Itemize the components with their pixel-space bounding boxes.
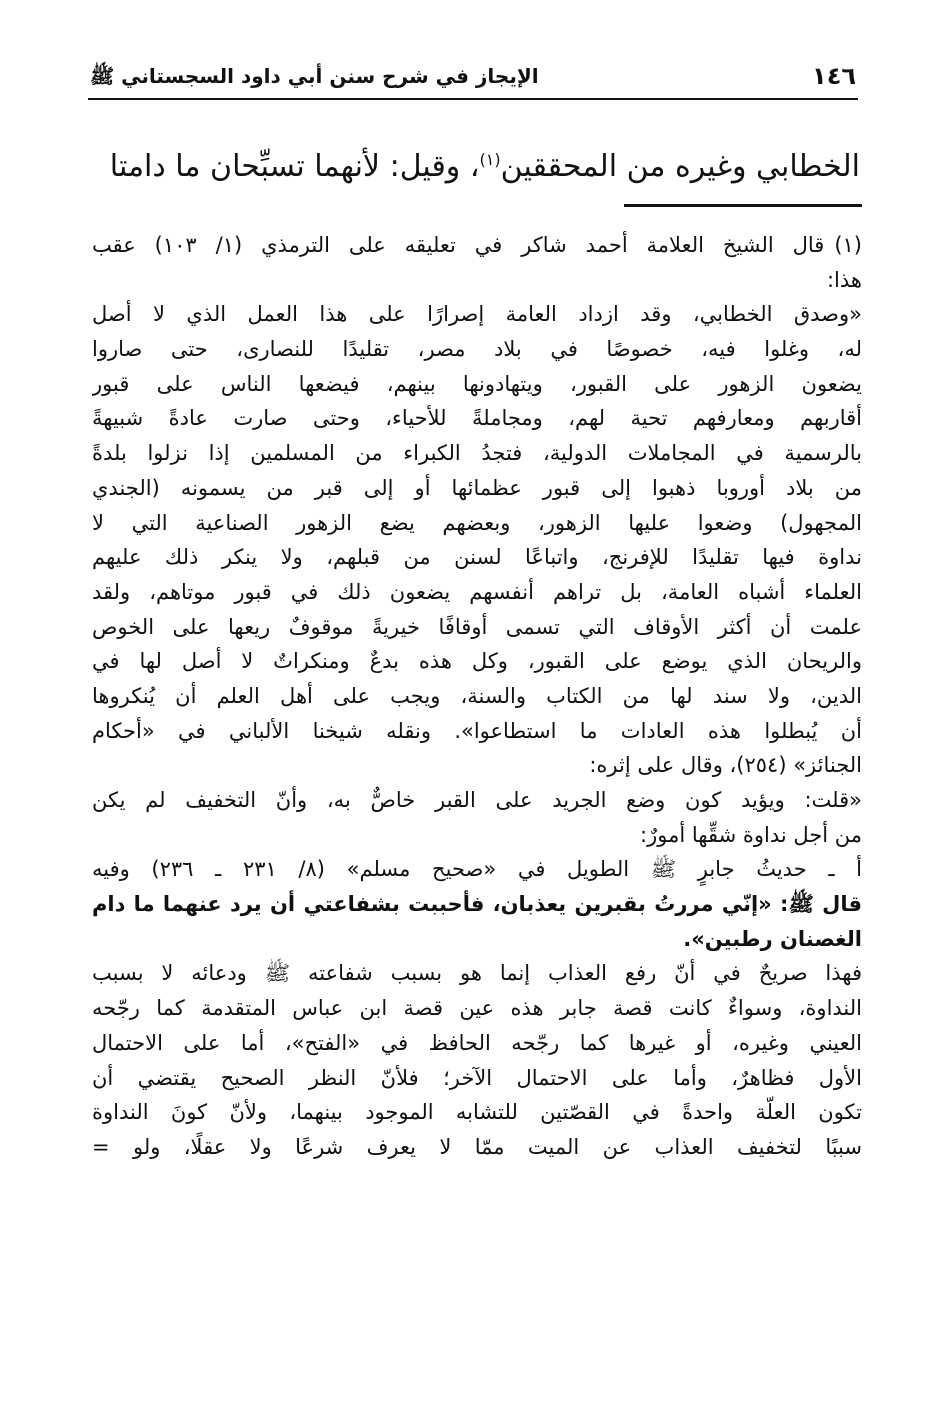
- footnote-line: نداوة فيها تقليدًا للإفرنج، واتباعًا لسنن من قبلهم، ولا ينكر ذلك عليهم: [92, 545, 862, 570]
- footnote-line: من أجل نداوة شقِّها أمورٌ:: [640, 822, 862, 847]
- footnote-line: الأول فظاهرٌ، وأما على الاحتمال الآخر؛ فلأنّ النظر الصحيح يقتضي أن: [92, 1065, 862, 1090]
- main-text-after-ref: ، وقيل: لأنهما تسبِّحان ما دامتا: [109, 149, 480, 184]
- footnote-line: من بلاد أوروبا ذهبوا إلى قبور عظمائها أو إلى قبر من يسمونه (الجندي: [92, 475, 862, 500]
- footnote-line: يضعون الزهور على القبور، ويتهادونها بينهم، فيضعها الناس على قبور: [92, 371, 862, 396]
- footnote-marker: (١): [834, 233, 862, 257]
- footnote-line: (١)قال الشيخ العلامة أحمد شاكر في تعليقه على الترمذي (١/ ١٠٣) عقب: [92, 228, 862, 263]
- footnote-line: علمت أن أكثر الأوقاف التي تسمى أوقافًا خيريةً موقوفٌ ريعها على الخوص: [92, 614, 862, 639]
- footnote-line: هذا:: [826, 267, 862, 292]
- footnote-line-hadith: قال ﷺ: «إنّي مررتُ بقبرين يعذبان، فأحببت بشفاعتي أن يرد عنهما ما دام: [92, 892, 862, 917]
- footnote-line: أ ـ حديثُ جابرٍ ﷺ الطويل في «صحيح مسلم» (٨/ ٢٣١ ـ ٢٣٦) وفيه: [92, 857, 862, 882]
- footnote-line: «قلت: ويؤيد كون وضع الجريد على القبر خاصٌّ به، وأنّ التخفيف لم يكن: [92, 788, 862, 812]
- footnote-reference[interactable]: (١): [479, 150, 501, 169]
- footnote-line: «وصدق الخطابي، وقد ازداد العامة إصرارًا على هذا العمل الذي لا أصل: [92, 302, 862, 327]
- footnote-line: العيني وغيره، أو غيرها كما رجّحه الحافظ في «الفتح»، أما على الاحتمال: [92, 1030, 862, 1055]
- footnote-line: المجهول) وضعوا عليها الزهور، وبعضهم يضع الزهور الصناعية التي لا: [92, 510, 862, 535]
- footnote-line: الجنائز» (٢٥٤)، وقال على إثره:: [589, 753, 862, 778]
- page-header: [88, 60, 858, 100]
- footnote-line: النداوة، وسواءٌ كانت قصة جابر هذه عين قصة ابن عباس المتقدمة كما رجّحه: [92, 996, 862, 1021]
- footnote-line: والريحان الذي يوضع على القبور، وكل هذه بدعٌ ومنكراتٌ لا أصل لها في: [92, 649, 862, 674]
- footnote-line-hadith: الغصنان رطبين».: [683, 926, 862, 951]
- footnote-line: أقاربهم ومعارفهم تحية لهم، ومجاملةً للأحياء، وحتى صارت عادةً شبيهةً: [92, 406, 862, 431]
- footnote-line: أن يُبطلوا هذه العادات ما استطاعوا». ونقله شيخنا الألباني في «أحكام: [92, 718, 862, 743]
- footnote-line: فهذا صريحٌ في أنّ رفع العذاب إنما هو بسبب شفاعته ﷺ ودعائه لا بسبب: [92, 961, 862, 986]
- running-title: الإيجاز في شرح سنن أبي داود السجستاني ﷺ: [90, 64, 539, 88]
- footnote-separator: [624, 204, 862, 207]
- footnote-line: سببًا لتخفيف العذاب عن الميت ممّا لا يعرف شرعًا ولا عقلًا، ولو =: [92, 1134, 862, 1159]
- footnotes-section: [92, 228, 862, 1165]
- footnote-line: بالرسمية في المجاملات الدولية، فتجدُ الكبراء من المسلمين إذا نزلوا بلدةً: [92, 441, 862, 466]
- main-text-line: [90, 136, 860, 191]
- footnote-line: تكون العلّة واحدةً في القصّتين للتشابه الموجود بينهما، ولأنّ كونَ النداوة: [92, 1100, 862, 1125]
- footnote-line: الدين، ولا سند لها من الكتاب والسنة، ويجب على أهل العلم أن يُنكروها: [92, 683, 862, 708]
- page-number: ١٤٦: [812, 62, 856, 90]
- footnote-line: له، وغلوا فيه، خصوصًا في بلاد مصر، تقليدًا للنصارى، حتى صاروا: [92, 337, 862, 362]
- main-text-before-ref: الخطابي وغيره من المحققين: [500, 149, 860, 184]
- footnote-line: العلماء أشباه العامة، بل تراهم أنفسهم يضعون ذلك في قبور موتاهم، ولقد: [92, 579, 862, 604]
